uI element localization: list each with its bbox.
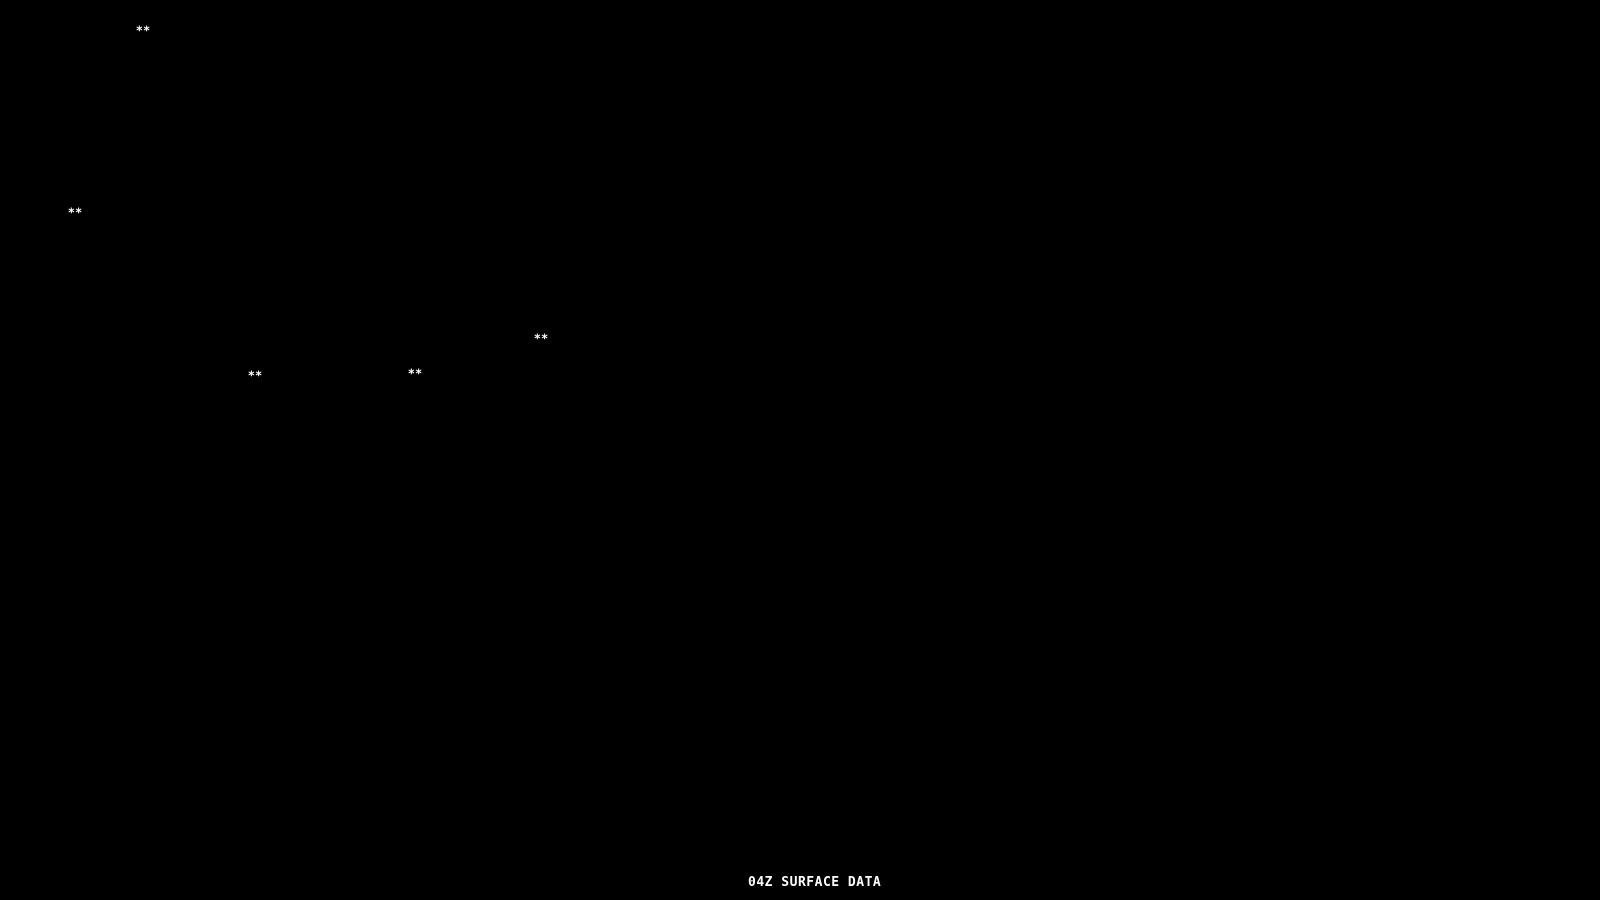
station-snow-symbol: ** [533, 331, 549, 346]
station-snow-symbol: ** [247, 368, 263, 383]
plot-title: 04Z SURFACE DATA [748, 875, 882, 890]
station-snow-symbol: ** [135, 23, 151, 38]
station-snow-symbol: ** [407, 366, 423, 381]
station-snow-symbol: ** [67, 205, 83, 220]
